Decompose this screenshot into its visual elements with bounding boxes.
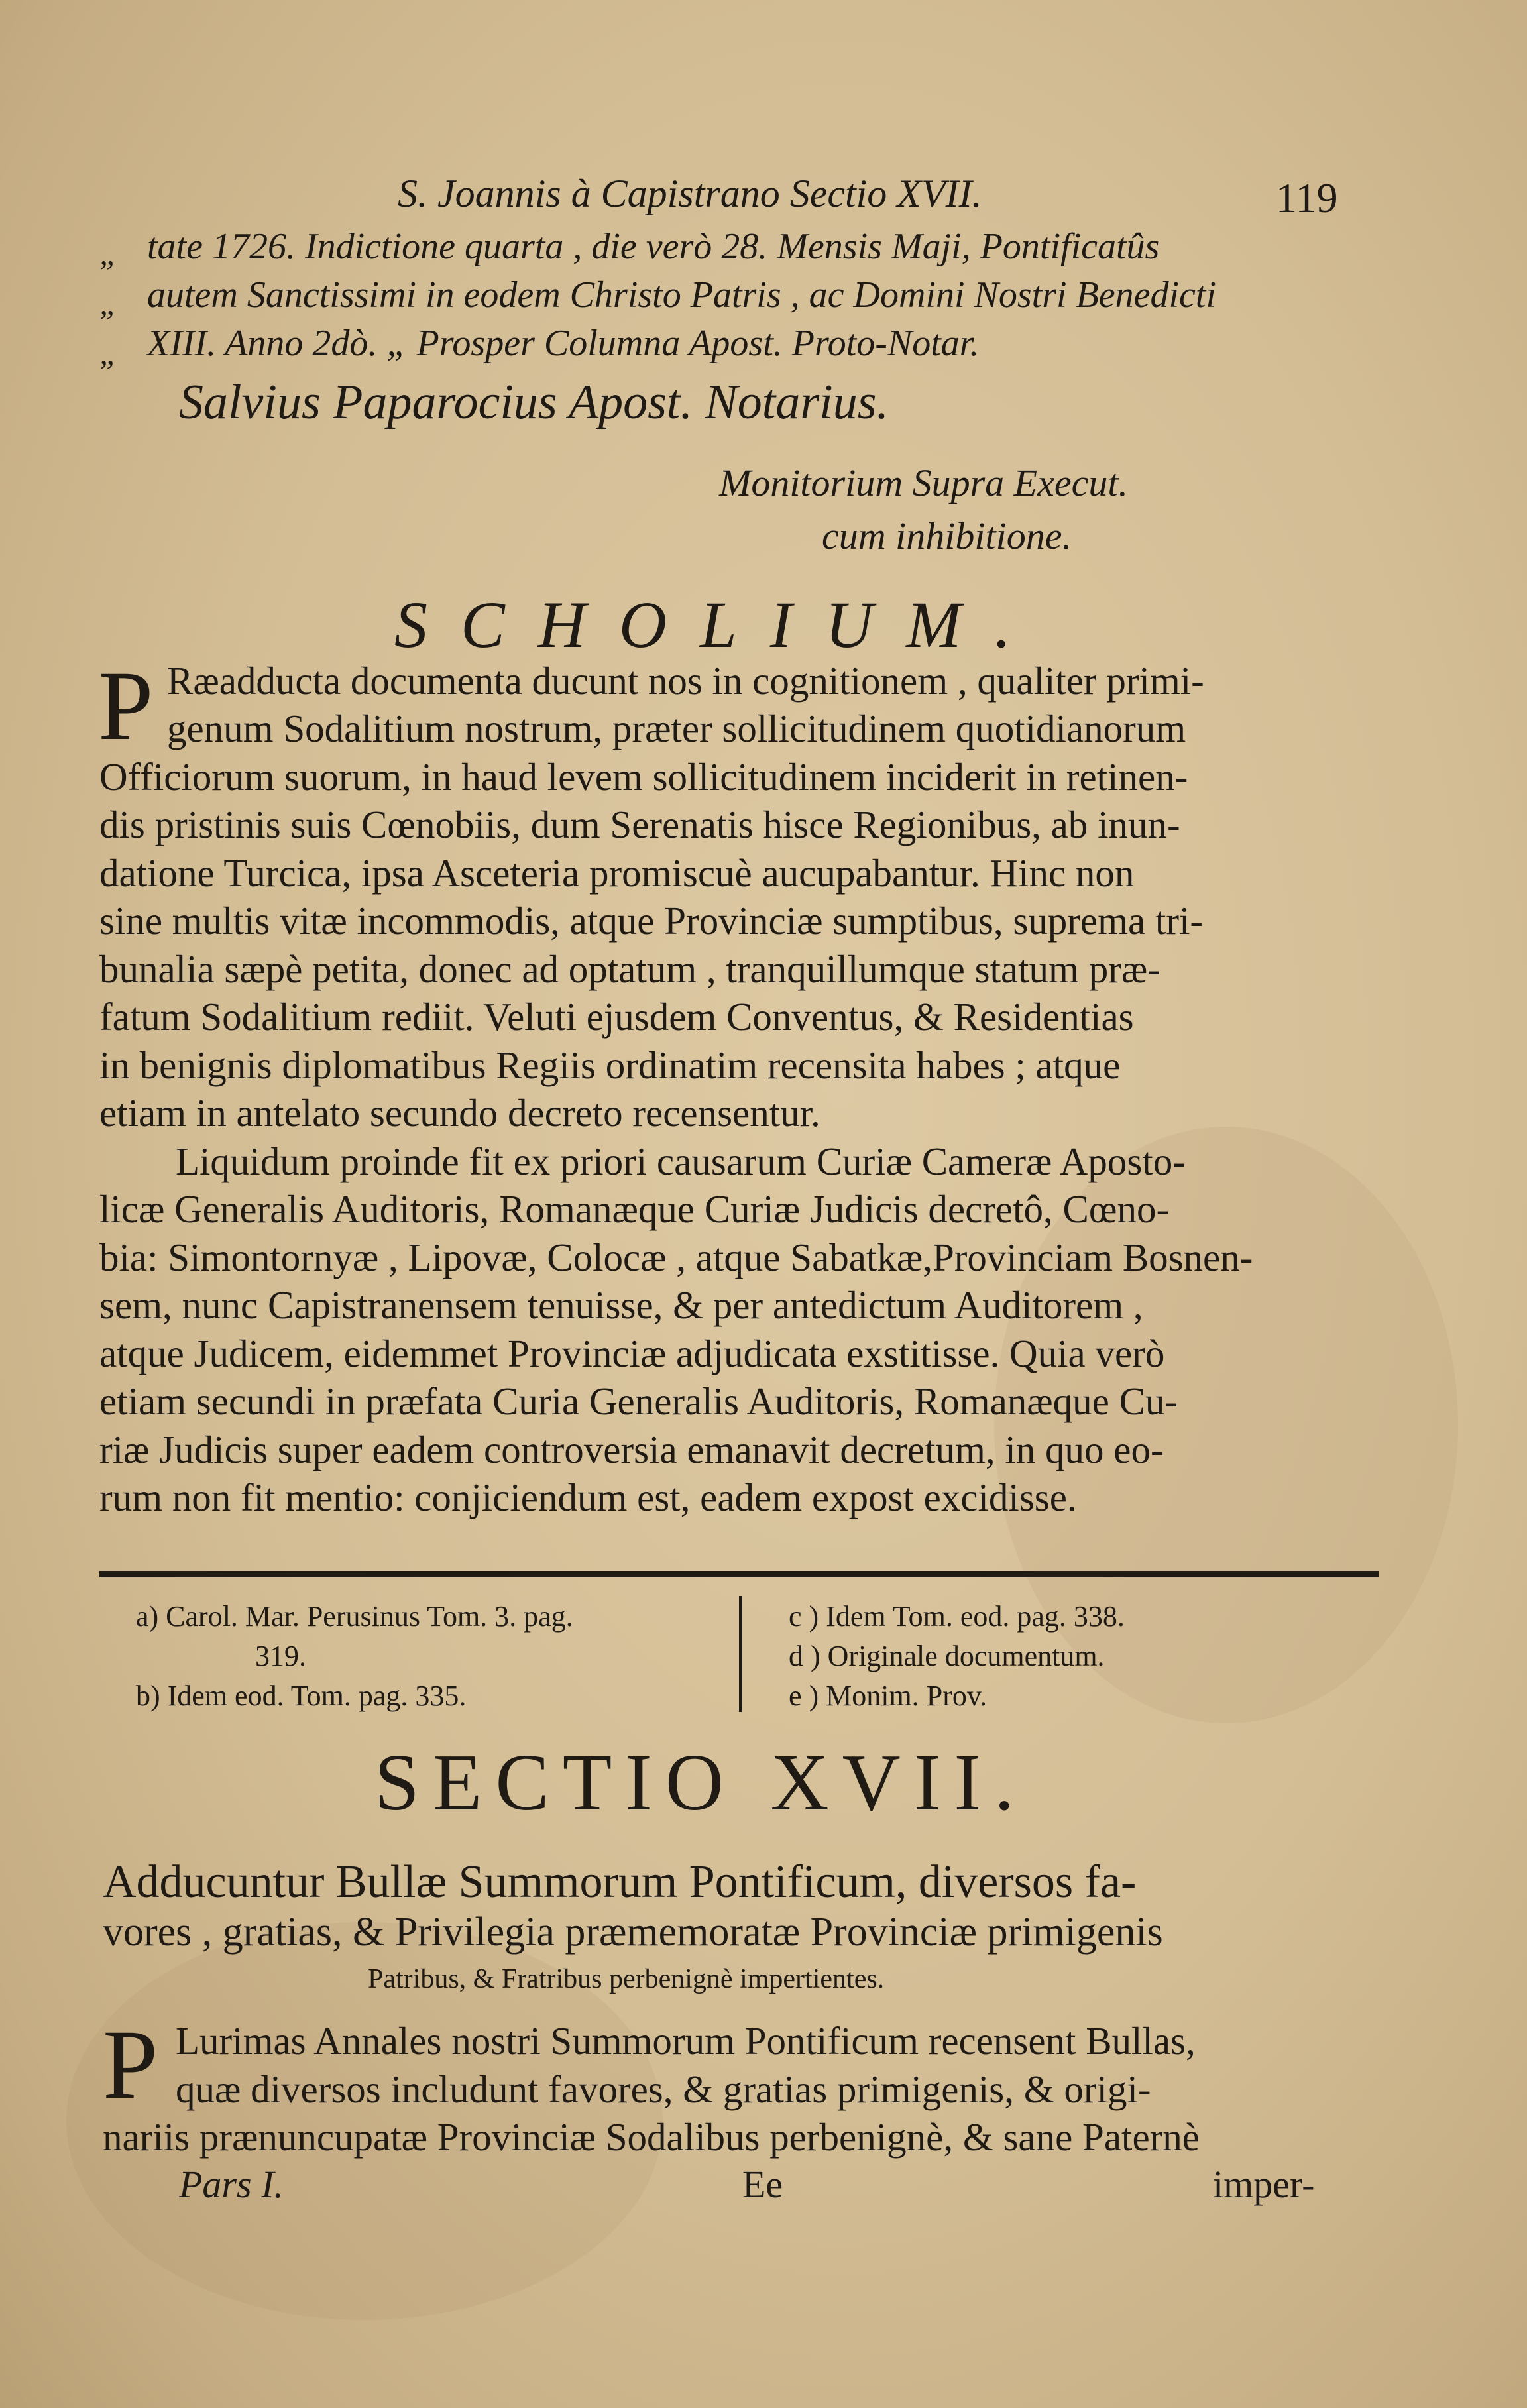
footnote-line: b) Idem eod. Tom. pag. 335. <box>136 1680 467 1712</box>
text-line: Officiorum suorum, in haud levem sollicitudinem inciderit in retinen- <box>99 755 1188 799</box>
quoted-line: autem Sanctissimi in eodem Christo Patris , ac Domini Nostri Benedicti <box>147 274 1217 315</box>
drop-cap: P <box>98 651 154 761</box>
footnote-line: e ) Monim. Prov. <box>789 1680 988 1712</box>
text-line: quæ diversos includunt favores, & gratias primigenis, & origi- <box>176 2067 1151 2111</box>
footnote-line: c ) Idem Tom. eod. pag. 338. <box>789 1600 1125 1633</box>
quoted-line: tate 1726. Indictione quarta , die verò 28. Mensis Maji, Pontificatûs <box>147 226 1160 267</box>
part-label: Pars I. <box>179 2163 284 2206</box>
text-line: bia: Simontornyæ , Lipovæ, Colocæ , atque Sabatkæ,Provinciam Bosnen- <box>99 1235 1253 1279</box>
quote-mark: „ <box>99 334 118 371</box>
text-line: atque Judicem, eidemmet Provinciæ adjudicata exstitisse. Quia verò <box>99 1332 1165 1375</box>
text-line: Liquidum proinde fit ex priori causarum Curiæ Cameræ Aposto- <box>176 1139 1186 1183</box>
text-line: nariis prænuncupatæ Provinciæ Sodalibus perbenignè, & sane Paternè <box>103 2115 1200 2159</box>
text-line: etiam secundi in præfata Curia Generalis Auditoris, Romanæque Cu- <box>99 1379 1178 1423</box>
text-line: licæ Generalis Auditoris, Romanæque Curiæ Judicis decretô, Cœno- <box>99 1187 1170 1231</box>
monitorium-line: cum inhibitione. <box>822 514 1072 557</box>
text-line: datione Turcica, ipsa Asceteria promiscuè aucupabantur. Hinc non <box>99 851 1135 895</box>
monitorium-line: Monitorium Supra Execut. <box>719 461 1128 504</box>
text-line: fatum Sodalitium rediit. Veluti ejusdem Conventus, & Residentias <box>99 995 1134 1039</box>
running-header: S. Joannis à Capistrano Sectio XVII. <box>398 172 982 215</box>
text-line: Ræadducta documenta ducunt nos in cognitionem , qualiter primi- <box>167 659 1204 703</box>
footnote-line: a) Carol. Mar. Perusinus Tom. 3. pag. <box>136 1600 573 1633</box>
text-line: dis pristinis suis Cœnobiis, dum Serenatis hisce Regionibus, ab inun- <box>99 803 1180 846</box>
footnote-rule <box>99 1571 1379 1577</box>
quoted-line: XIII. Anno 2dò. „ Prosper Columna Apost. Proto-Notar. <box>147 323 980 364</box>
catchword: imper- <box>1213 2163 1315 2206</box>
notary-signature: Salvius Paparocius Apost. Notarius. <box>179 375 889 430</box>
section-title: SECTIO XVII. <box>374 1738 1028 1827</box>
page-number: 119 <box>1276 174 1338 221</box>
text-line: etiam in antelato secundo decreto recensentur. <box>99 1091 820 1135</box>
text-line: riæ Judicis super eadem controversia emanavit decretum, in quo eo- <box>99 1428 1164 1471</box>
text-line: sine multis vitæ incommodis, atque Provinciæ sumptibus, suprema tri- <box>99 899 1204 943</box>
text-line: genum Sodalitium nostrum, præter sollicitudinem quotidianorum <box>167 707 1186 750</box>
text-line: sem, nunc Capistranensem tenuisse, & per antedictum Auditorem , <box>99 1283 1143 1327</box>
section-subtitle-line: Patribus, & Fratribus perbenignè impertientes. <box>368 1964 885 1994</box>
footnote-line: d ) Originale documentum. <box>789 1640 1105 1672</box>
signature-mark: Ee <box>742 2163 783 2206</box>
section-subtitle-line: vores , gratias, & Privilegia præmemoratæ Provinciæ primigenis <box>103 1910 1163 1955</box>
footnote-column-divider <box>739 1596 742 1712</box>
text-line: in benignis diplomatibus Regiis ordinatim recensita habes ; atque <box>99 1043 1121 1087</box>
section-subtitle-line: Adducuntur Bullæ Summorum Pontificum, diversos fa- <box>103 1857 1137 1908</box>
quote-mark: „ <box>99 235 118 272</box>
text-line: rum non fit mentio: conjiciendum est, eadem expost excidisse. <box>99 1475 1077 1519</box>
text-line: bunalia sæpè petita, donec ad optatum , tranquillumque statum præ- <box>99 947 1160 991</box>
scholium-heading: SCHOLIUM. <box>394 588 1045 661</box>
drop-cap: P <box>103 2010 158 2120</box>
text-line: Lurimas Annales nostri Summorum Pontificum recensent Bullas, <box>176 2019 1196 2063</box>
footnote-line: 319. <box>255 1640 306 1672</box>
quote-mark: „ <box>99 284 118 321</box>
